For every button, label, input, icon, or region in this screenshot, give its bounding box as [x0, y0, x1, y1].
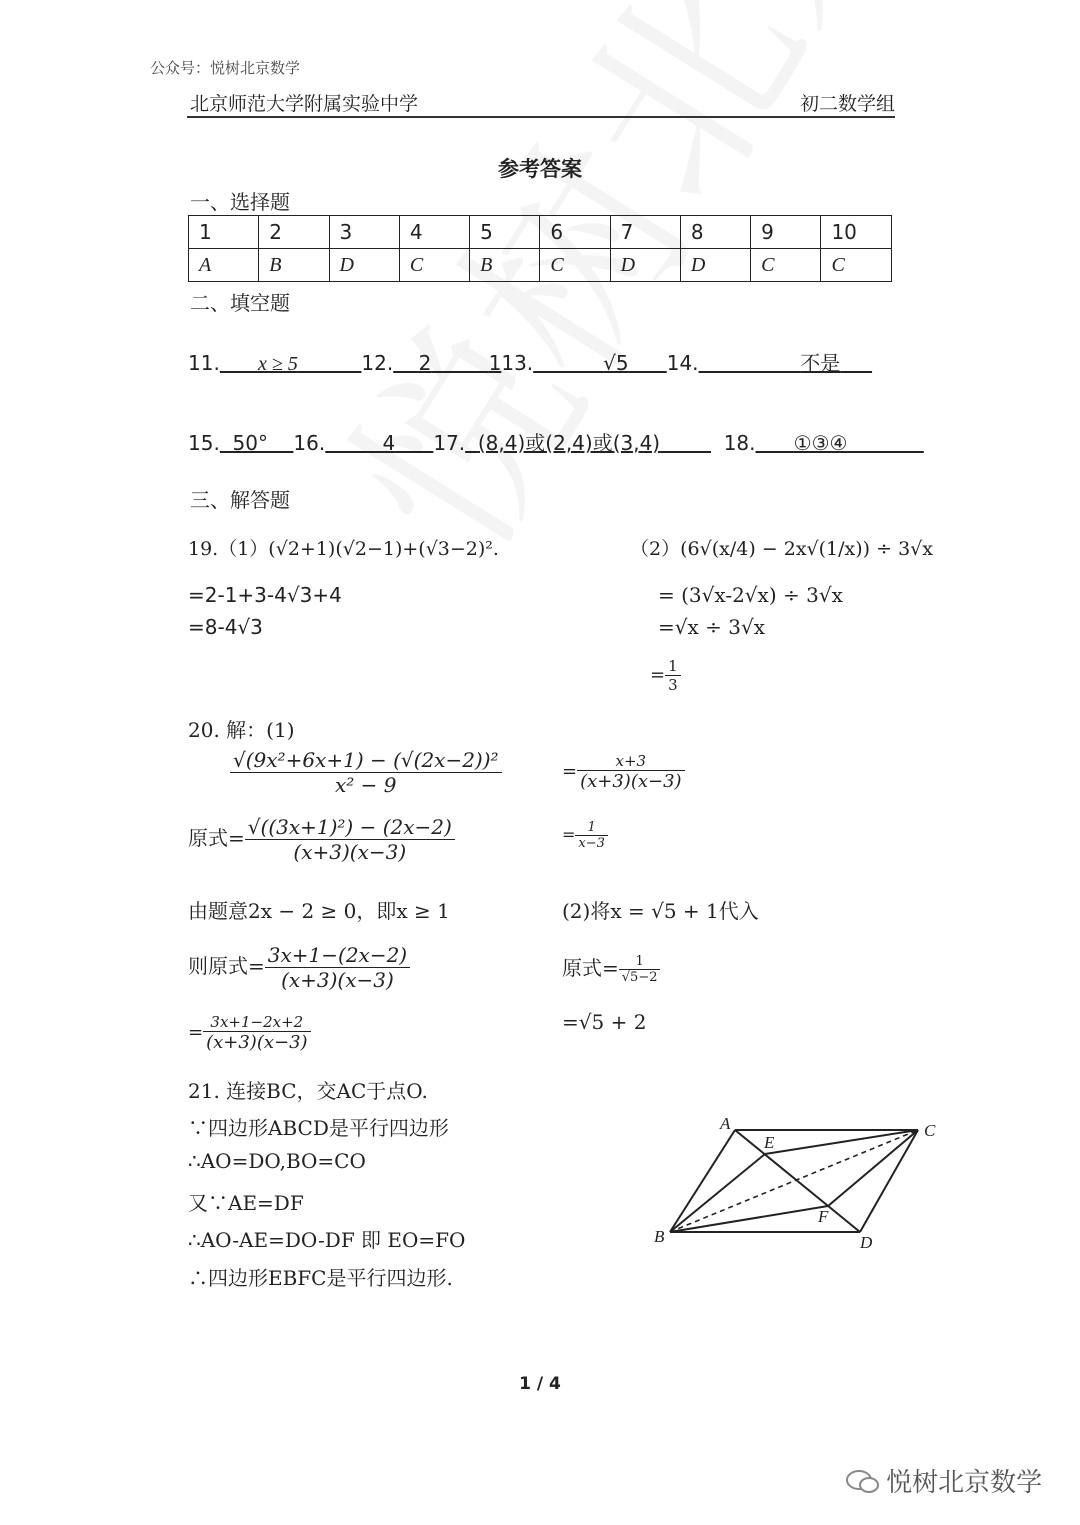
q13-number: 13. — [501, 351, 534, 375]
q15-answer: 50° — [232, 431, 268, 455]
q17-number: 17. — [433, 431, 466, 455]
table-cell: 2 — [259, 216, 329, 249]
segment-bf — [670, 1206, 828, 1232]
q14-number: 14. — [666, 351, 699, 375]
q18-number: 18. — [723, 431, 756, 455]
q12-number: 12. — [361, 351, 394, 375]
fill-row-1 — [188, 347, 872, 376]
fraction: $\frac{\text{√((3x+1)²) − (2x−2)}}{(x+3)(x-3)}$ — [245, 815, 455, 864]
q21-line5: ∴AO-AE=DO-DF 即 EO=FO — [188, 1228, 466, 1252]
q11-answer: x ≥ 5 — [257, 353, 298, 375]
group-name: 初二数学组 — [800, 93, 896, 115]
label-b: B — [654, 1227, 665, 1246]
q12-answer: 2 1 — [418, 351, 502, 375]
q20-part2-result: =√5 + 2 — [562, 1010, 647, 1034]
table-row-answers — [189, 249, 892, 282]
label-a: A — [720, 1114, 731, 1133]
label-f: F — [818, 1207, 829, 1226]
q16-number: 16. — [293, 431, 326, 455]
fraction: $\frac{1}{√5-2}$ — [619, 954, 661, 985]
section-choice: 一、选择题 — [190, 190, 290, 214]
table-cell: 5 — [470, 216, 540, 249]
fraction: $\frac{3x+1-2x+2}{(x+3)(x-3)}$ — [203, 1013, 310, 1053]
q19-2-step2: =√x ÷ 3√x — [658, 615, 766, 639]
fill-row-2 — [188, 427, 924, 456]
wechat-label: 公众号：悦树北京数学 — [150, 59, 301, 77]
section-fill: 二、填空题 — [190, 291, 290, 315]
table-cell: C — [821, 249, 892, 282]
segment-be — [670, 1154, 765, 1232]
q19-2-title: （2）(6√(x/4) − 2x√(1/x)) ÷ 3√x — [630, 538, 933, 560]
table-cell: C — [399, 249, 469, 282]
q14-answer: 不是 — [800, 351, 841, 375]
q20-part2-yuan: 原式= $\frac{1}{√5-2}$ — [562, 952, 660, 985]
q18-answer: ①③④ — [793, 431, 848, 455]
brand-mark — [845, 1462, 1042, 1499]
q13-answer: √5 — [603, 351, 629, 375]
q20-yuan: 原式= $\frac{\text{√((3x+1)²) − (2x−2)}}{(x+3)(x-3)}$ — [188, 815, 455, 864]
q21-line1: 21. 连接BC，交AC于点O. — [188, 1079, 428, 1103]
q20-right-step1: = $\frac{x+3}{(x+3)(x-3)}$ — [562, 752, 685, 792]
table-cell: 8 — [680, 216, 750, 249]
header-rule — [187, 116, 895, 118]
parallelogram-figure — [640, 1105, 950, 1255]
q20-expression — [230, 748, 502, 797]
wechat-icon — [845, 1468, 881, 1494]
section-solve: 三、解答题 — [190, 488, 290, 512]
table-cell: 1 — [189, 216, 259, 249]
fraction: $\frac{1}{x-3}$ — [575, 820, 608, 851]
q19-2-step3: = $\frac{1}{3}$ — [650, 657, 681, 694]
table-cell: 3 — [329, 216, 399, 249]
table-cell: D — [610, 249, 680, 282]
table-cell: D — [680, 249, 750, 282]
q21-line2: ∵四边形ABCD是平行四边形 — [188, 1116, 449, 1140]
q21-line4: 又∵AE=DF — [188, 1191, 304, 1215]
school-name: 北京师范大学附属实验中学 — [190, 93, 419, 115]
table-cell: C — [540, 249, 610, 282]
q20-right-step2: = $\frac{1}{x-3}$ — [562, 820, 608, 851]
fraction: $\frac{3x+1-(2x-2)}{(x+3)(x-3)}$ — [265, 943, 410, 992]
edge-cd — [860, 1130, 918, 1232]
q20-ze: 则原式= $\frac{3x+1-(2x-2)}{(x+3)(x-3)}$ — [188, 943, 410, 992]
label-e: E — [764, 1133, 775, 1152]
q21-line3: ∴AO=DO,BO=CO — [188, 1149, 366, 1173]
table-cell: 9 — [751, 216, 821, 249]
choice-answer-table — [188, 215, 892, 282]
q19-1-step1: =2-1+3-4√3+4 — [188, 583, 342, 607]
table-cell: B — [470, 249, 540, 282]
q20-part2: (2)将x = √5 + 1代入 — [562, 899, 759, 923]
q20-title: 20. 解：(1) — [188, 718, 295, 742]
table-cell: 4 — [399, 216, 469, 249]
table-cell: A — [189, 249, 259, 282]
page-title: 参考答案 — [498, 156, 582, 181]
fraction: $\frac{x+3}{(x+3)(x-3)}$ — [577, 752, 684, 792]
table-cell: D — [329, 249, 399, 282]
label-c: C — [924, 1121, 936, 1140]
edge-ab — [670, 1130, 735, 1232]
label-d: D — [860, 1233, 873, 1252]
table-cell: C — [751, 249, 821, 282]
table-cell: B — [259, 249, 329, 282]
q21-line6: ∴四边形EBFC是平行四边形. — [188, 1266, 453, 1290]
fraction: $\frac{\text{√(9x²+6x+1) − (√(2x−2))²}}{\text{x² − 9}}$ — [230, 748, 502, 797]
q20-condition: 由题意2x − 2 ≥ 0，即x ≥ 1 — [188, 899, 450, 923]
q19-1-title: 19.（1）(√2+1)(√2−1)+(√3−2)². — [188, 538, 499, 560]
brand-name: 悦树北京数学 — [886, 1468, 1043, 1498]
q19-1-step2: =8-4√3 — [188, 615, 263, 639]
q11-number: 11. — [188, 351, 220, 375]
q16-answer: 4 — [382, 431, 396, 455]
q19-2-step1: = (3√x-2√x) ÷ 3√x — [658, 583, 843, 607]
table-cell: 10 — [821, 216, 892, 249]
q17-answer: (8,4)或(2,4)或(3,4) — [477, 431, 661, 455]
diagonal-ad — [735, 1130, 860, 1232]
q20-step5: = $\frac{3x+1-2x+2}{(x+3)(x-3)}$ — [188, 1013, 311, 1053]
q15-number: 15. — [188, 431, 220, 455]
table-row-numbers — [189, 216, 892, 249]
table-cell: 6 — [540, 216, 610, 249]
fraction: $\frac{1}{3}$ — [665, 657, 681, 694]
table-cell: 7 — [610, 216, 680, 249]
diagonal-bc — [670, 1130, 918, 1232]
page-number: 1 / 4 — [519, 1374, 561, 1394]
